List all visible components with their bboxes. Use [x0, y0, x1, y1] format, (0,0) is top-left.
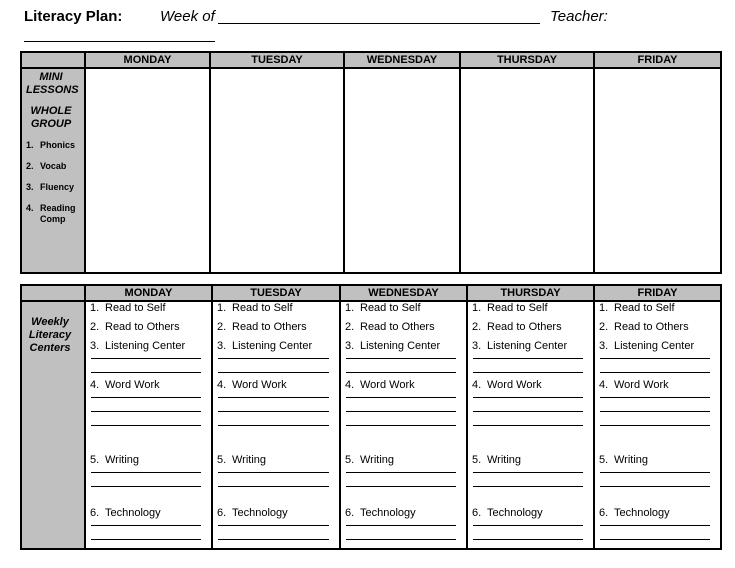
day-header-thursday: THURSDAY [460, 52, 594, 68]
center-list [595, 302, 720, 540]
lesson-item: 3. Fluency [26, 182, 75, 192]
teacher-blank-line[interactable] [24, 41, 215, 42]
friday-lesson-cell[interactable] [594, 68, 721, 273]
day-header-monday: MONDAY [85, 52, 210, 68]
writing-line[interactable] [346, 539, 456, 540]
day-header-tuesday: TUESDAY [212, 285, 340, 301]
center-item: 6. Technology [217, 507, 288, 519]
center-item: 3. Listening Center [599, 340, 695, 352]
writing-line[interactable] [600, 397, 710, 398]
friday-centers-cell[interactable] [594, 301, 721, 549]
center-item: 3. Listening Center [472, 340, 568, 352]
writing-line[interactable] [91, 472, 201, 473]
center-item: 2. Read to Others [217, 321, 307, 333]
writing-line[interactable] [473, 486, 583, 487]
day-header-friday: FRIDAY [594, 285, 721, 301]
mini-lessons-sidebar [21, 68, 85, 273]
teacher-label: Teacher: [550, 8, 608, 25]
writing-line[interactable] [218, 486, 329, 487]
mini-lessons-heading: MINI LESSONS [26, 71, 79, 96]
lesson-item: 4. Reading Comp [26, 203, 76, 224]
writing-line[interactable] [218, 525, 329, 526]
center-list [341, 302, 466, 540]
page-title: Literacy Plan: [24, 8, 123, 25]
writing-line[interactable] [346, 397, 456, 398]
center-item: 5. Writing [345, 454, 395, 466]
writing-line[interactable] [91, 411, 201, 412]
center-item: 1. Read to Self [90, 302, 166, 314]
writing-line[interactable] [91, 397, 201, 398]
writing-line[interactable] [473, 472, 583, 473]
writing-line[interactable] [218, 472, 329, 473]
writing-line[interactable] [346, 486, 456, 487]
writing-line[interactable] [600, 525, 710, 526]
writing-line[interactable] [91, 425, 201, 426]
center-item: 3. Listening Center [217, 340, 313, 352]
writing-line[interactable] [91, 539, 201, 540]
writing-line[interactable] [218, 411, 329, 412]
literacy-centers-table [20, 284, 722, 550]
center-item: 2. Read to Others [472, 321, 562, 333]
writing-line[interactable] [346, 472, 456, 473]
thursday-lesson-cell[interactable] [460, 68, 594, 273]
writing-line[interactable] [473, 539, 583, 540]
writing-line[interactable] [473, 525, 583, 526]
center-item: 5. Writing [217, 454, 267, 466]
writing-line[interactable] [346, 372, 456, 373]
writing-line[interactable] [346, 425, 456, 426]
mini-lessons-table [20, 51, 722, 274]
wednesday-lesson-cell[interactable] [344, 68, 460, 273]
center-list [468, 302, 593, 540]
writing-line[interactable] [600, 539, 710, 540]
center-item: 1. Read to Self [472, 302, 548, 314]
writing-line[interactable] [473, 425, 583, 426]
tuesday-centers-cell[interactable] [212, 301, 340, 549]
writing-line[interactable] [218, 397, 329, 398]
writing-line[interactable] [218, 425, 329, 426]
writing-line[interactable] [218, 539, 329, 540]
day-header-wednesday: WEDNESDAY [340, 285, 467, 301]
corner-cell [21, 52, 85, 68]
center-item: 2. Read to Others [599, 321, 689, 333]
center-item: 4. Word Work [599, 379, 669, 391]
center-item: 1. Read to Self [345, 302, 421, 314]
center-item: 5. Writing [599, 454, 649, 466]
lesson-item: 2. Vocab [26, 161, 67, 171]
writing-line[interactable] [600, 411, 710, 412]
center-item: 4. Word Work [472, 379, 542, 391]
tuesday-lesson-cell[interactable] [210, 68, 344, 273]
day-header-monday: MONDAY [85, 285, 212, 301]
writing-line[interactable] [346, 358, 456, 359]
weekly-literacy-centers-heading: Weekly Literacy Centers [28, 316, 72, 354]
monday-centers-cell[interactable] [85, 301, 212, 549]
week-label: Week of [160, 8, 215, 25]
center-item: 6. Technology [472, 507, 543, 519]
center-item: 4. Word Work [217, 379, 287, 391]
day-header-thursday: THURSDAY [467, 285, 594, 301]
lesson-item: 1. Phonics [26, 140, 76, 150]
lesson-list [22, 140, 84, 225]
writing-line[interactable] [91, 372, 201, 373]
center-item: 3. Listening Center [345, 340, 441, 352]
writing-line[interactable] [346, 411, 456, 412]
writing-line[interactable] [600, 372, 710, 373]
center-item: 5. Writing [472, 454, 522, 466]
centers-sidebar [21, 301, 85, 549]
writing-line[interactable] [218, 358, 329, 359]
center-item: 6. Technology [90, 507, 161, 519]
monday-lesson-cell[interactable] [85, 68, 210, 273]
week-blank-line[interactable] [218, 23, 540, 24]
center-item: 4. Word Work [90, 379, 160, 391]
writing-line[interactable] [600, 472, 710, 473]
writing-line[interactable] [600, 486, 710, 487]
writing-line[interactable] [91, 486, 201, 487]
writing-line[interactable] [473, 411, 583, 412]
writing-line[interactable] [91, 525, 201, 526]
center-item: 1. Read to Self [599, 302, 675, 314]
writing-line[interactable] [473, 397, 583, 398]
corner-cell [21, 285, 85, 301]
writing-line[interactable] [218, 372, 329, 373]
center-item: 6. Technology [599, 507, 670, 519]
writing-line[interactable] [600, 425, 710, 426]
center-item: 1. Read to Self [217, 302, 293, 314]
center-item: 5. Writing [90, 454, 140, 466]
center-item: 6. Technology [345, 507, 416, 519]
center-list [86, 302, 211, 540]
whole-group-heading: WHOLE GROUP [30, 105, 72, 130]
center-item: 2. Read to Others [345, 321, 435, 333]
center-item: 3. Listening Center [90, 340, 186, 352]
wednesday-centers-cell[interactable] [340, 301, 467, 549]
thursday-centers-cell[interactable] [467, 301, 594, 549]
day-header-friday: FRIDAY [594, 52, 721, 68]
writing-line[interactable] [600, 358, 710, 359]
writing-line[interactable] [473, 358, 583, 359]
writing-line[interactable] [473, 372, 583, 373]
day-header-wednesday: WEDNESDAY [344, 52, 460, 68]
writing-line[interactable] [91, 358, 201, 359]
center-item: 2. Read to Others [90, 321, 180, 333]
center-item: 4. Word Work [345, 379, 415, 391]
day-header-tuesday: TUESDAY [210, 52, 344, 68]
center-list [213, 302, 339, 540]
writing-line[interactable] [346, 525, 456, 526]
